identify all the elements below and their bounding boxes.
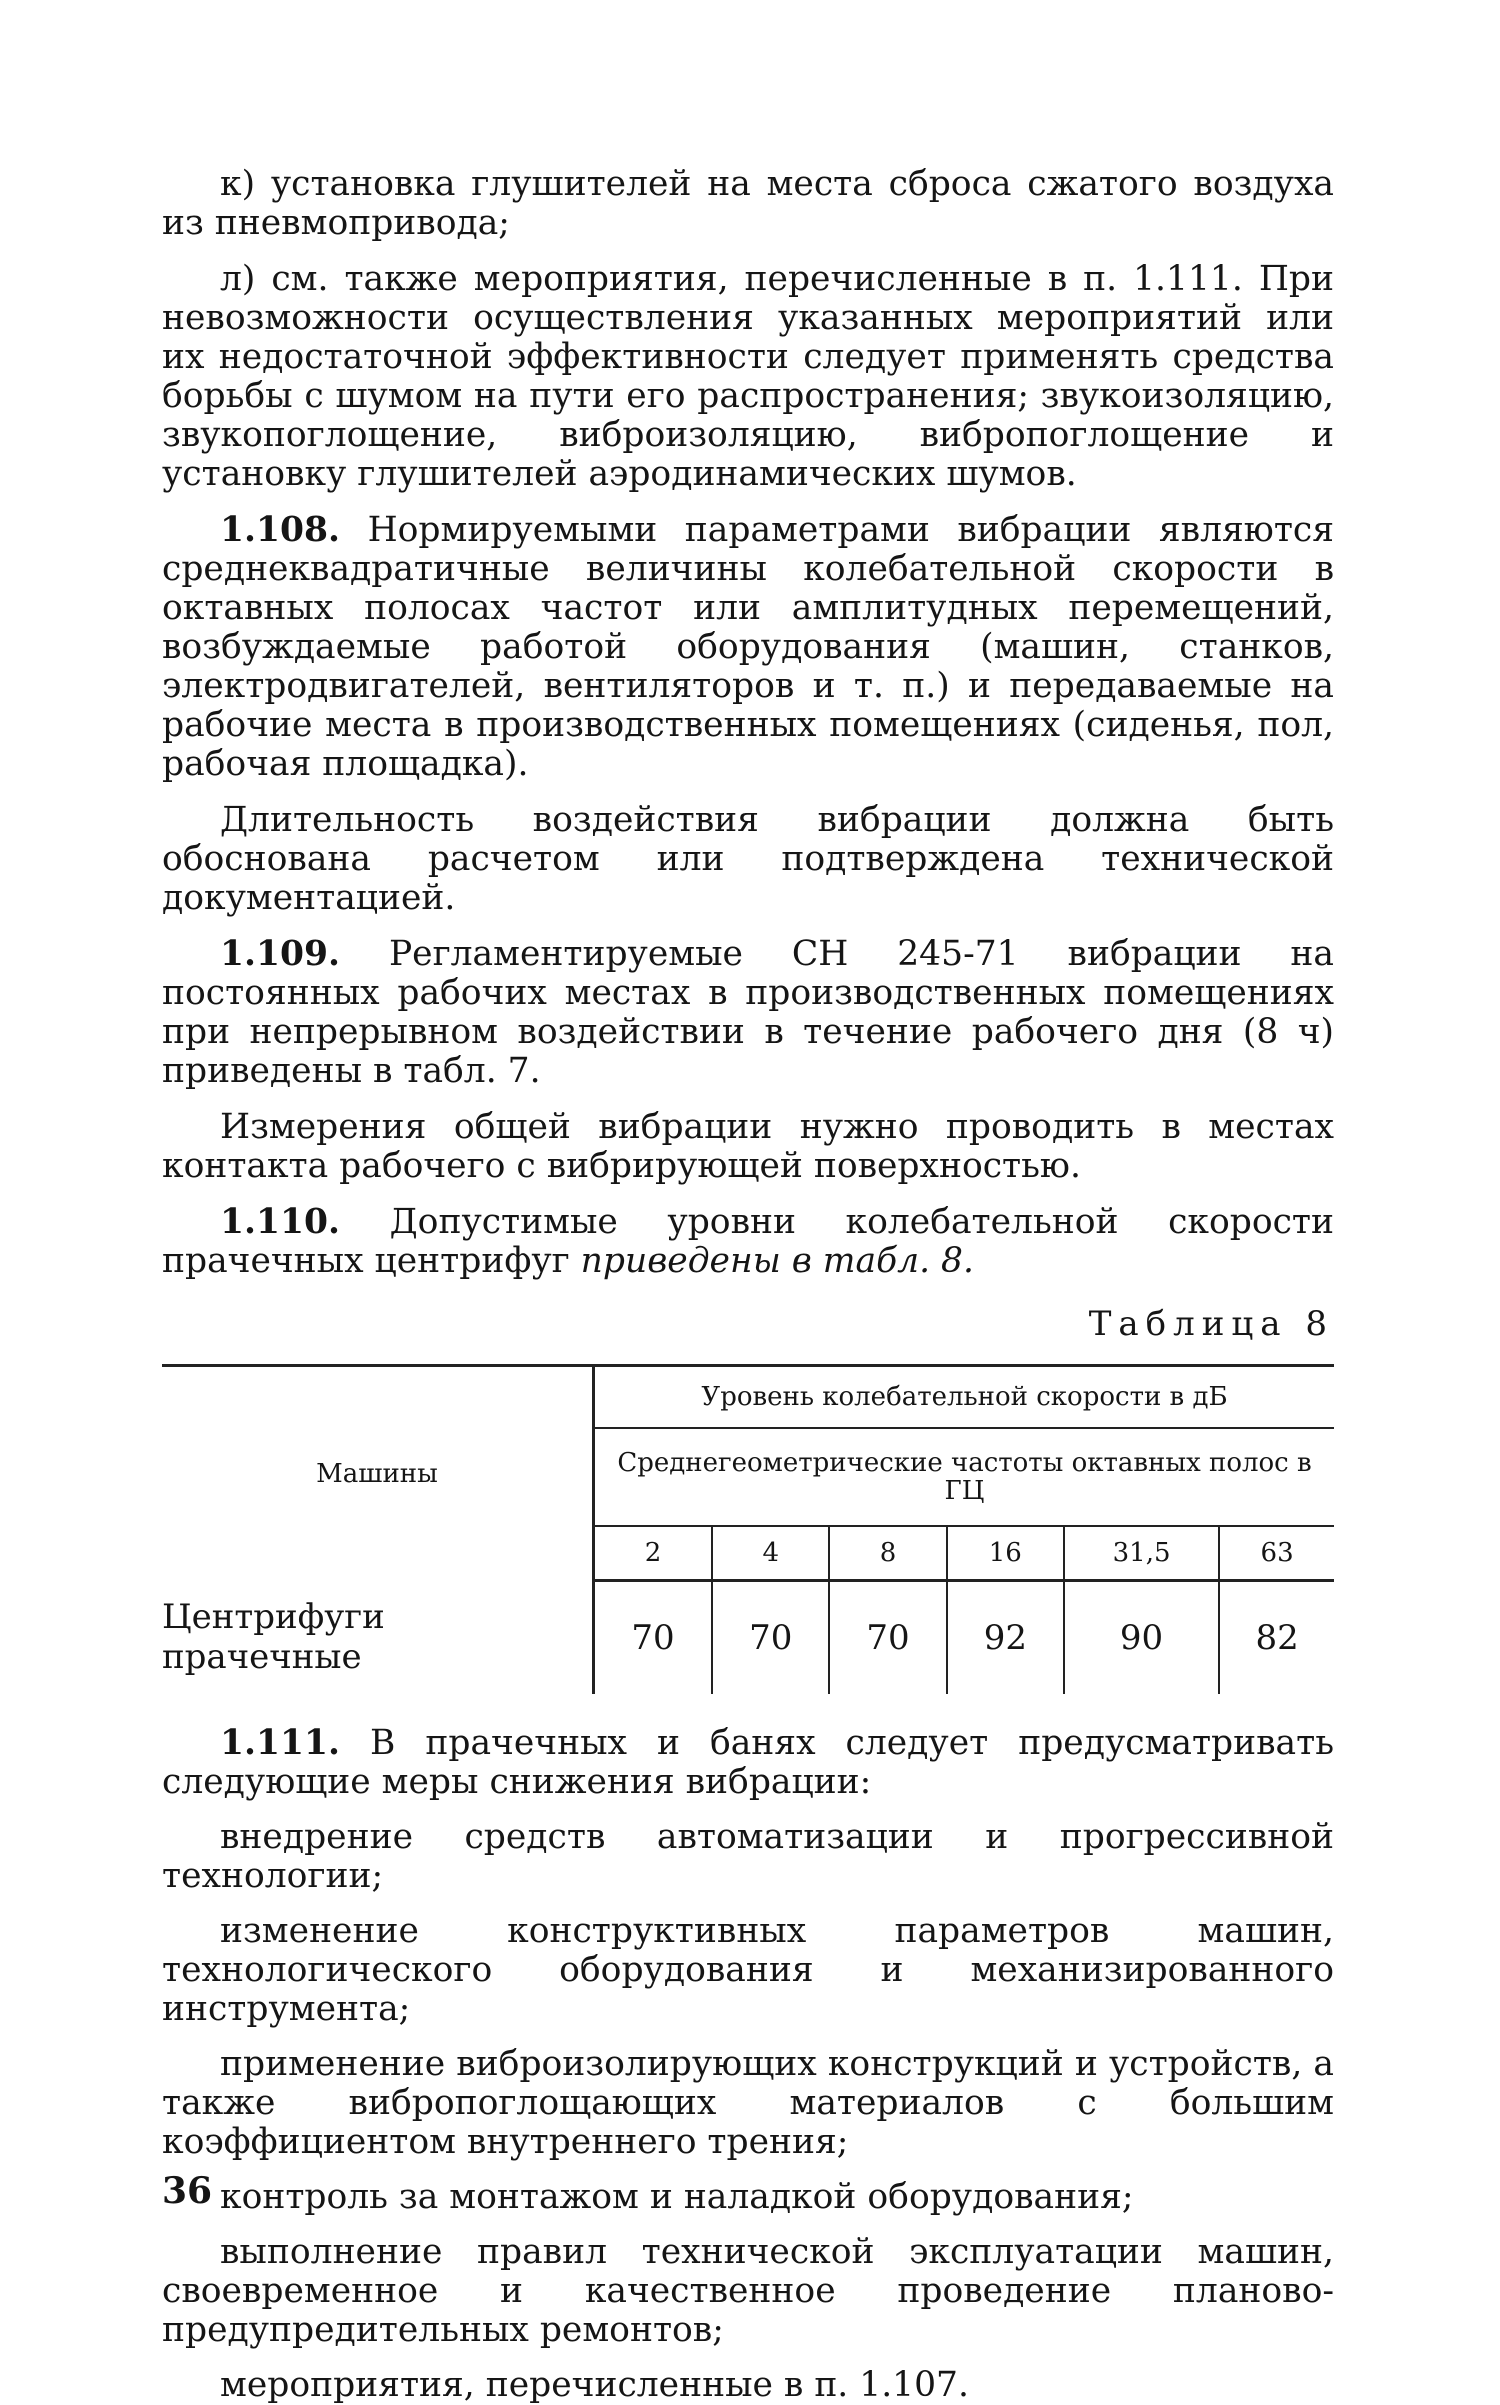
- list-item: мероприятия, перечисленные в п. 1.107.: [220, 2365, 969, 2405]
- list-item: применение виброизолирующих конструкций и устройств, а также вибропоглощающих материалов с большим коэффициентом внутреннего трения;: [162, 2044, 1334, 2162]
- frequency-cell: 31,5: [1064, 1526, 1219, 1581]
- paragraph-l: л) см. также мероприятия, перечисленные в п. 1.111. При невозможности осуществления указанных мероприятий или их недостаточной эффективности следует применять средства борьбы с шумом на пути его распространения; звукоизоляцию, звукопоглощение, виброизоляцию, вибропоглощение и установку глушителей аэродинамических шумов.: [162, 259, 1334, 494]
- paragraph-1-109: [162, 935, 1334, 1091]
- page-number: 36: [162, 2170, 213, 2212]
- paragraph-1-109-b: Измерения общей вибрации нужно проводить в местах контакта рабочего с вибрирующей поверхностью.: [162, 1107, 1334, 1186]
- table-row: [162, 1581, 1334, 1695]
- value-cell: 82: [1219, 1581, 1334, 1695]
- section-number: 1.111.: [220, 1723, 341, 1763]
- frequency-cell: 16: [947, 1526, 1064, 1581]
- section-number: 1.110.: [220, 1202, 341, 1242]
- document-page: [162, 165, 1334, 2405]
- frequency-cell: 8: [829, 1526, 946, 1581]
- measures-list: [162, 1818, 1334, 2405]
- value-cell: 92: [947, 1581, 1064, 1695]
- machines-header: Машины: [162, 1367, 594, 1581]
- section-number: 1.109.: [220, 934, 341, 974]
- paragraph-text: В прачечных и банях следует предусматривать следующие меры снижения вибрации:: [162, 1723, 1334, 1802]
- velocity-level-header: Уровень колебательной скорости в дБ: [594, 1367, 1335, 1428]
- value-cell: 70: [829, 1581, 946, 1695]
- value-cell: 70: [631, 1618, 675, 1658]
- list-item: внедрение средств автоматизации и прогрессивной технологии;: [162, 1817, 1334, 1896]
- paragraph-1-110: [162, 1203, 1334, 1281]
- paragraph-text: Нормируемыми параметрами вибрации являются среднеквадратичные величины колебательной скорости в октавных полосах частот или амплитудных перемещений, возбуждаемые работой оборудования (машин, станков, электродвигателей, вентиляторов и т. п.) и передаваемые на рабочие места в производственных помещениях (сиденья, пол, рабочая площадка).: [162, 510, 1334, 784]
- frequency-cell: 63: [1219, 1526, 1334, 1581]
- paragraph-1-108-b: Длительность воздействия вибрации должна быть обоснована расчетом или подтверждена технической документацией.: [162, 800, 1334, 918]
- machine-name-cell: Центрифуги прачечные: [162, 1581, 594, 1695]
- list-item: выполнение правил технической эксплуатации машин, своевременное и качественное проведение планово-предупредительных ремонтов;: [162, 2232, 1334, 2350]
- value-cell: 70: [712, 1581, 829, 1695]
- frequency-header: Среднегеометрические частоты октавных полос в ГЦ: [617, 1448, 1312, 1506]
- list-item: контроль за монтажом и наладкой оборудования;: [220, 2177, 1134, 2217]
- paragraph-italic-text: приведены в табл. 8.: [580, 1241, 974, 1281]
- paragraph-1-111: [162, 1724, 1334, 1802]
- paragraph-k: к) установка глушителей на места сброса сжатого воздуха из пневмопривода;: [162, 164, 1334, 243]
- paragraph-1-108: [162, 511, 1334, 784]
- section-number: 1.108.: [220, 510, 341, 550]
- list-item: изменение конструктивных параметров машин, технологического оборудования и механизированного инструмента;: [162, 1911, 1334, 2029]
- vibration-table: [162, 1364, 1334, 1694]
- frequency-cell: 2: [594, 1526, 713, 1581]
- value-cell: 90: [1064, 1581, 1219, 1695]
- paragraph-text: Регламентируемые СН 245-71 вибрации на постоянных рабочих местах в производственных помещениях при непрерывном воздействии в течение рабочего дня (8 ч) приведены в табл. 7.: [162, 934, 1334, 1091]
- paragraph-text: Допустимые уровни колебательной скорости прачечных центрифуг: [162, 1202, 1335, 1281]
- frequency-cell: 4: [712, 1526, 829, 1581]
- table-title: Таблица 8: [1088, 1304, 1334, 1344]
